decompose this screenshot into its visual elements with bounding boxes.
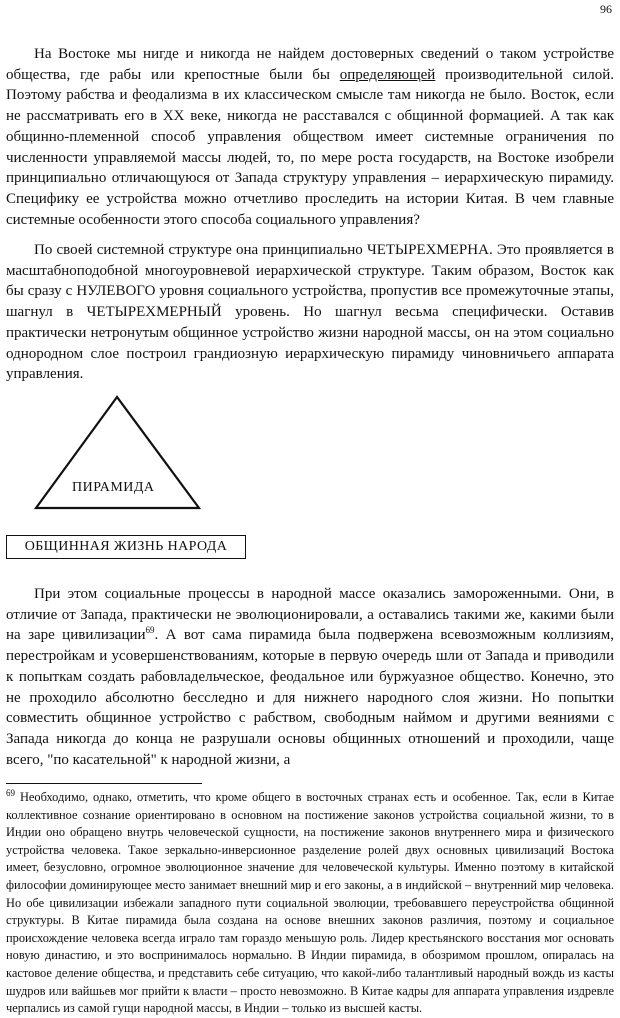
- pyramid-label: ПИРАМИДА: [72, 480, 155, 495]
- paragraph-1-text-b: производительной силой. Поэтому рабства и феодализма в их классическом смысле там никогда не было. Восток, если не рассматривать его в XX веке, никогда не расставался с общинной формацией. А так как общинно-племенной способ управления обществом имеет системные ограничения по численности управляемой массы людей, то, по мере роста государств, на Востоке изобрели принципиально отличающуюся от Запада структуру управления – иерархическую пирамиду. Специфику ее устройства можно отчетливо проследить на истории Китая. В чем главные системные особенности этого способа социального управления?: [6, 66, 615, 228]
- paragraph-3: [6, 584, 614, 770]
- community-life-box: ОБЩИННАЯ ЖИЗНЬ НАРОДА: [6, 535, 246, 559]
- page-number: 96: [600, 2, 612, 16]
- paragraph-3-text-b: . А вот сама пирамида была подвержена всевозможным коллизиям, перестройкам и усовершенствованиям, которые в первую очередь шли от Запада и приводили к попыткам создать рабовладельческое, феодальное или буржуазное общество. Конечно, это не проходило абсолютно бесследно и для нижнего народного слоя жизни. Но попытки совместить общинное устройство с рабством, свободным наймом и другими веяниями с Запада никогда до конца не разрушали основы общинных отношений и проходили, чаще всего, "по касательной" к народной жизни, а: [6, 627, 614, 768]
- footnote-reference: 69: [145, 625, 155, 636]
- paragraph-1: [6, 44, 614, 230]
- footnote: [6, 789, 614, 1018]
- footnote-divider: [6, 783, 202, 784]
- footnote-marker: 69: [6, 787, 15, 798]
- paragraph-3-text-a: При этом социальные процессы в народной массе оказались замороженными. Они, в отличие от Запада, практически не эволюционировали, а оставались такими же, какими были на заре цивилизации: [6, 586, 614, 644]
- underlined-word: определяющей: [339, 66, 436, 83]
- footnote-text: Необходимо, однако, отметить, что кроме общего в восточных странах есть и особенное. Так, если в Китае коллективное сознание ориентировано в основном на постижение законов устройства социальной жизни, то в Индии оно обращено внутрь человеческой сущности, на постижение законов внутреннего мира и физического устройства человека. Такое зеркально-инверсионное разделение ролей двух основных цивилизаций Востока имеет, безусловно, огромное эволюционное значение для человеческой культуры. Именно поэтому в китайской философии доминирующее место занимает внешний мир и его законы, а в индийской – внутренний мир человека. Но обе цивилизации избежали западного пути социальной эволюции, требовавшего переустройства общинной структуры. В Китае пирамида была создана на основе внешних законов различия, поэтому и социальное происхождение человека всегда играло там гораздо меньшую роль. Лидер крестьянского восстания мог основать новую династию, и это воспринималось нормально. В Индии пирамида, в обозримом прошлом, опиралась на кастовое деление общества, и представить себе ситуацию, что какой-либо талантливый народный вождь из касты шудров или вайшьев мог прийти к власти – просто невозможно. В Китае кадры для аппарата управления издревле черпались из самой гущи народной массы, в Индии – только из высшей касты.: [6, 790, 614, 1016]
- paragraph-1-text-a: На Востоке мы нигде и никогда не найдем достоверных сведений о таком устройстве общества, где рабы или крепостные были бы: [6, 46, 614, 83]
- paragraph-2: По своей системной структуре она принципиально ЧЕТЫРЕХМЕРНА. Это проявляется в масштабноподобной многоуровневой иерархической структуре. Таким образом, Восток как бы сразу с НУЛЕВОГО уровня социального устройства, пропустив все промежуточные этапы, шагнул в ЧЕТЫРЕХМЕРНЫЙ уровень. Но шагнул весьма специфически. Оставив практически нетронутым общинное устройство жизни народной массы, он на этом социально однородном слое построил грандиозную иерархическую пирамиду чиновничьего аппарата управления.: [6, 242, 614, 383]
